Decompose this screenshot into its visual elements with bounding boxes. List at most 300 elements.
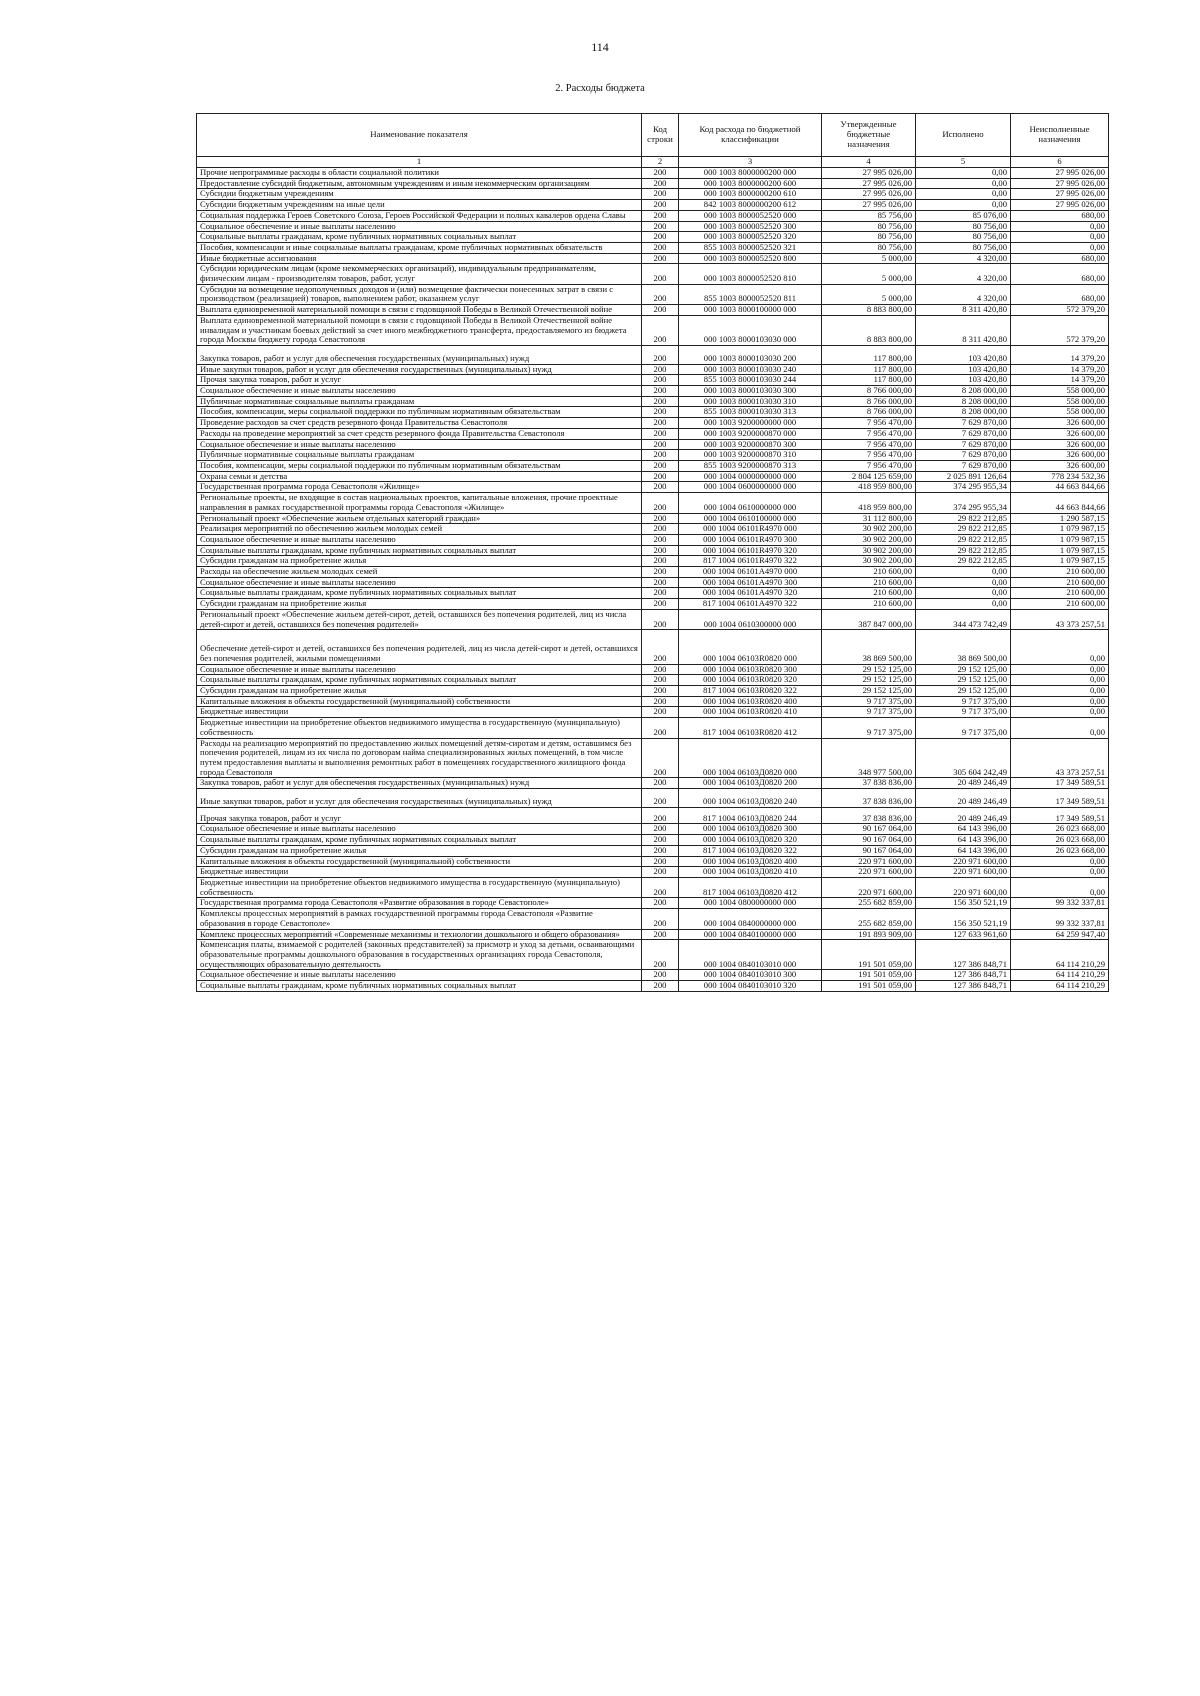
- row-unexecuted: 0,00: [1011, 867, 1109, 878]
- table-row: [197, 588, 1109, 599]
- row-approved: 210 600,00: [822, 588, 916, 599]
- row-executed: 127 633 961,60: [916, 929, 1011, 940]
- row-executed: 9 717 375,00: [916, 707, 1011, 718]
- row-name: Субсидии юридическим лицам (кроме некоммерческих организаций), индивидуальным предпринимателям, физическим лицам - производителям товаров, работ, услуг: [197, 264, 642, 284]
- table-row: [197, 738, 1109, 778]
- row-approved: 210 600,00: [822, 567, 916, 578]
- row-expense-code: 000 1004 0840103010 320: [679, 981, 822, 992]
- column-number-row: [197, 157, 1109, 168]
- row-name: Пособия, компенсации и иные социальные выплаты гражданам, кроме публичных нормативных обязательств: [197, 242, 642, 253]
- row-line-code: 200: [642, 718, 679, 738]
- row-approved: 30 902 200,00: [822, 524, 916, 535]
- row-executed: 7 629 870,00: [916, 450, 1011, 461]
- row-line-code: 200: [642, 460, 679, 471]
- row-unexecuted: 43 373 257,51: [1011, 738, 1109, 778]
- row-name: Субсидии бюджетным учреждениям на иные цели: [197, 200, 642, 211]
- header-row: [197, 114, 1109, 157]
- row-name: Капитальные вложения в объекты государственной (муниципальной) собственности: [197, 856, 642, 867]
- row-expense-code: 000 1003 8000052520 300: [679, 221, 822, 232]
- row-name: Региональный проект «Обеспечение жильем отдельных категорий граждан»: [197, 513, 642, 524]
- row-unexecuted: 326 600,00: [1011, 418, 1109, 429]
- header-expense-code: Код расхода по бюджетной классификации: [679, 114, 822, 157]
- table-row: [197, 396, 1109, 407]
- row-line-code: 200: [642, 450, 679, 461]
- row-unexecuted: 99 332 337,81: [1011, 898, 1109, 909]
- row-unexecuted: 0,00: [1011, 686, 1109, 697]
- row-name: Закупка товаров, работ и услуг для обеспечения государственных (муниципальных) нужд: [197, 778, 642, 789]
- row-unexecuted: 0,00: [1011, 718, 1109, 738]
- row-line-code: 200: [642, 513, 679, 524]
- row-unexecuted: 26 023 668,00: [1011, 824, 1109, 835]
- row-approved: 220 971 600,00: [822, 878, 916, 898]
- row-executed: 20 489 246,49: [916, 807, 1011, 824]
- row-unexecuted: 680,00: [1011, 264, 1109, 284]
- table-row: [197, 686, 1109, 697]
- table-row: [197, 599, 1109, 610]
- row-name: Социальные выплаты гражданам, кроме публичных нормативных социальных выплат: [197, 675, 642, 686]
- row-executed: 0,00: [916, 200, 1011, 211]
- row-name: Субсидии гражданам на приобретение жилья: [197, 556, 642, 567]
- row-line-code: 200: [642, 305, 679, 316]
- row-approved: 80 756,00: [822, 242, 916, 253]
- row-executed: 374 295 955,34: [916, 493, 1011, 513]
- row-expense-code: 000 1004 0840103010 300: [679, 970, 822, 981]
- row-name: Иные закупки товаров, работ и услуг для обеспечения государственных (муниципальных) нужд: [197, 789, 642, 808]
- table-row: [197, 675, 1109, 686]
- table-row: [197, 867, 1109, 878]
- row-name: Иные закупки товаров, работ и услуг для обеспечения государственных (муниципальных) нужд: [197, 364, 642, 375]
- header-approved: Утвержденные бюджетные назначения: [822, 114, 916, 157]
- row-line-code: 200: [642, 189, 679, 200]
- row-executed: 220 971 600,00: [916, 856, 1011, 867]
- row-approved: 5 000,00: [822, 284, 916, 304]
- row-approved: 27 995 026,00: [822, 178, 916, 189]
- row-line-code: 200: [642, 364, 679, 375]
- row-expense-code: 000 1003 9200000000 000: [679, 418, 822, 429]
- row-line-code: 200: [642, 493, 679, 513]
- row-unexecuted: 17 349 589,51: [1011, 778, 1109, 789]
- row-unexecuted: 326 600,00: [1011, 460, 1109, 471]
- row-approved: 30 902 200,00: [822, 534, 916, 545]
- row-unexecuted: 210 600,00: [1011, 599, 1109, 610]
- table-row: [197, 315, 1109, 345]
- row-expense-code: 000 1004 0600000000 000: [679, 482, 822, 493]
- row-expense-code: 000 1003 8000052520 000: [679, 210, 822, 221]
- row-name: Социальные выплаты гражданам, кроме публичных нормативных социальных выплат: [197, 588, 642, 599]
- row-line-code: 200: [642, 482, 679, 493]
- row-name: Прочая закупка товаров, работ и услуг: [197, 375, 642, 386]
- row-approved: 191 501 059,00: [822, 970, 916, 981]
- row-executed: 4 320,00: [916, 284, 1011, 304]
- table-row: [197, 718, 1109, 738]
- table-row: [197, 200, 1109, 211]
- row-name: Комплексы процессных мероприятий в рамках государственной программы города Севастополя «Развитие образования в городе Севастополе»: [197, 909, 642, 929]
- budget-expenses-table: [196, 113, 1109, 992]
- row-line-code: 200: [642, 867, 679, 878]
- row-unexecuted: 14 379,20: [1011, 345, 1109, 364]
- row-approved: 210 600,00: [822, 577, 916, 588]
- row-line-code: 200: [642, 898, 679, 909]
- row-name: Выплата единовременной материальной помощи в связи с годовщиной Победы в Великой Отечественной войне: [197, 305, 642, 316]
- column-number: 1: [197, 157, 642, 168]
- table-row: [197, 856, 1109, 867]
- row-line-code: 200: [642, 630, 679, 664]
- row-name: Региональные проекты, не входящие в состав национальных проектов, капитальные вложения, прочие проектные направления в рамках государственной программы города Севастополя «Жилище»: [197, 493, 642, 513]
- row-executed: 85 076,00: [916, 210, 1011, 221]
- row-expense-code: 000 1003 9200000870 300: [679, 439, 822, 450]
- table-row: [197, 696, 1109, 707]
- row-unexecuted: 572 379,20: [1011, 305, 1109, 316]
- row-approved: 418 959 800,00: [822, 493, 916, 513]
- row-name: Бюджетные инвестиции: [197, 707, 642, 718]
- row-name: Расходы на обеспечение жильем молодых семей: [197, 567, 642, 578]
- table-row: [197, 909, 1109, 929]
- row-line-code: 200: [642, 345, 679, 364]
- row-approved: 90 167 064,00: [822, 845, 916, 856]
- row-executed: 29 822 212,85: [916, 556, 1011, 567]
- row-name: Субсидии гражданам на приобретение жилья: [197, 845, 642, 856]
- header-line-code: Код строки: [642, 114, 679, 157]
- row-approved: 31 112 800,00: [822, 513, 916, 524]
- row-executed: 8 311 420,80: [916, 305, 1011, 316]
- row-executed: 80 756,00: [916, 221, 1011, 232]
- table-row: [197, 970, 1109, 981]
- row-expense-code: 000 1004 06103Д0820 240: [679, 789, 822, 808]
- row-name: Компенсация платы, взимаемой с родителей (законных представителей) за присмотр и уход за детьми, осваивающими образовательные программы дошкольного образования в государственных организациях города Севастополя, осуществляющих образовательную деятельность: [197, 940, 642, 970]
- row-executed: 0,00: [916, 577, 1011, 588]
- row-unexecuted: 26 023 668,00: [1011, 845, 1109, 856]
- row-unexecuted: 0,00: [1011, 878, 1109, 898]
- row-approved: 418 959 800,00: [822, 482, 916, 493]
- row-unexecuted: 326 600,00: [1011, 439, 1109, 450]
- row-approved: 8 766 000,00: [822, 396, 916, 407]
- table-row: [197, 898, 1109, 909]
- row-expense-code: 000 1004 06103R0820 410: [679, 707, 822, 718]
- table-row: [197, 789, 1109, 808]
- row-unexecuted: 210 600,00: [1011, 567, 1109, 578]
- row-line-code: 200: [642, 178, 679, 189]
- row-name: Комплекс процессных мероприятий «Современные механизмы и технологии дошкольного и общего образования»: [197, 929, 642, 940]
- table-row: [197, 178, 1109, 189]
- row-unexecuted: 558 000,00: [1011, 407, 1109, 418]
- row-expense-code: 000 1004 06103Д0820 300: [679, 824, 822, 835]
- row-expense-code: 855 1003 8000052520 811: [679, 284, 822, 304]
- table-row: [197, 524, 1109, 535]
- row-line-code: 200: [642, 856, 679, 867]
- row-executed: 29 152 125,00: [916, 675, 1011, 686]
- row-approved: 90 167 064,00: [822, 835, 916, 846]
- row-line-code: 200: [642, 315, 679, 345]
- row-unexecuted: 64 114 210,29: [1011, 981, 1109, 992]
- table-row: [197, 664, 1109, 675]
- row-expense-code: 000 1003 8000052520 800: [679, 253, 822, 264]
- row-expense-code: 817 1004 06103Д0820 412: [679, 878, 822, 898]
- row-expense-code: 000 1003 8000100000 000: [679, 305, 822, 316]
- table-row: [197, 878, 1109, 898]
- row-name: Прочие непрограммные расходы в области социальной политики: [197, 168, 642, 179]
- row-line-code: 200: [642, 599, 679, 610]
- row-name: Субсидии гражданам на приобретение жилья: [197, 686, 642, 697]
- row-line-code: 200: [642, 567, 679, 578]
- row-unexecuted: 558 000,00: [1011, 396, 1109, 407]
- row-executed: 156 350 521,19: [916, 909, 1011, 929]
- row-executed: 20 489 246,49: [916, 778, 1011, 789]
- row-approved: 191 501 059,00: [822, 940, 916, 970]
- row-line-code: 200: [642, 835, 679, 846]
- header-name: Наименование показателя: [197, 114, 642, 157]
- row-line-code: 200: [642, 471, 679, 482]
- row-expense-code: 000 1004 06101R4970 320: [679, 545, 822, 556]
- row-line-code: 200: [642, 707, 679, 718]
- row-name: Иные бюджетные ассигнования: [197, 253, 642, 264]
- table-row: [197, 707, 1109, 718]
- row-name: Расходы на реализацию мероприятий по предоставлению жилых помещений детям-сиротам и детям, оставшимся без попечения родителей, лицам из их числа по договорам найма специализированных жилых помещений, в том числе путем предоставления выплаты и выполнения ремонтных работ в помещениях государственного жилищного фонда города Севастополя: [197, 738, 642, 778]
- row-executed: 9 717 375,00: [916, 696, 1011, 707]
- row-line-code: 200: [642, 556, 679, 567]
- row-name: Социальное обеспечение и иные выплаты населению: [197, 439, 642, 450]
- row-executed: 7 629 870,00: [916, 460, 1011, 471]
- row-unexecuted: 1 290 587,15: [1011, 513, 1109, 524]
- row-approved: 37 838 836,00: [822, 807, 916, 824]
- row-approved: 8 883 800,00: [822, 305, 916, 316]
- row-approved: 191 893 909,00: [822, 929, 916, 940]
- row-expense-code: 000 1004 0610300000 000: [679, 609, 822, 629]
- row-approved: 37 838 836,00: [822, 789, 916, 808]
- row-approved: 255 682 859,00: [822, 898, 916, 909]
- row-approved: 37 838 836,00: [822, 778, 916, 789]
- row-expense-code: 000 1004 06101R4970 300: [679, 534, 822, 545]
- table-row: [197, 168, 1109, 179]
- row-name: Государственная программа города Севастополя «Развитие образования в городе Севастополе»: [197, 898, 642, 909]
- row-executed: 127 386 848,71: [916, 940, 1011, 970]
- row-line-code: 200: [642, 577, 679, 588]
- row-approved: 7 956 470,00: [822, 439, 916, 450]
- row-line-code: 200: [642, 534, 679, 545]
- row-name: Региональный проект «Обеспечение жильем детей-сирот, детей, оставшихся без попечения родителей, лиц из числа детей-сирот и детей, оставшихся без попечения родителей»: [197, 609, 642, 629]
- section-title: 2. Расходы бюджета: [555, 83, 645, 94]
- row-approved: 210 600,00: [822, 599, 916, 610]
- row-expense-code: 000 1004 06103R0820 000: [679, 630, 822, 664]
- row-expense-code: 000 1004 0610000000 000: [679, 493, 822, 513]
- row-unexecuted: 26 023 668,00: [1011, 835, 1109, 846]
- row-approved: 9 717 375,00: [822, 707, 916, 718]
- row-executed: 0,00: [916, 567, 1011, 578]
- row-approved: 255 682 859,00: [822, 909, 916, 929]
- row-expense-code: 817 1004 06103R0820 322: [679, 686, 822, 697]
- row-executed: 4 320,00: [916, 253, 1011, 264]
- row-executed: 80 756,00: [916, 242, 1011, 253]
- row-unexecuted: 210 600,00: [1011, 577, 1109, 588]
- row-name: Социальные выплаты гражданам, кроме публичных нормативных социальных выплат: [197, 835, 642, 846]
- row-expense-code: 817 1004 06103Д0820 322: [679, 845, 822, 856]
- row-expense-code: 000 1004 0610100000 000: [679, 513, 822, 524]
- row-executed: 2 025 891 126,64: [916, 471, 1011, 482]
- row-name: Социальное обеспечение и иные выплаты населению: [197, 534, 642, 545]
- row-approved: 30 902 200,00: [822, 556, 916, 567]
- table-row: [197, 471, 1109, 482]
- row-approved: 2 804 125 659,00: [822, 471, 916, 482]
- table-row: [197, 189, 1109, 200]
- row-unexecuted: 1 079 987,15: [1011, 545, 1109, 556]
- row-executed: 220 971 600,00: [916, 878, 1011, 898]
- row-executed: 29 152 125,00: [916, 664, 1011, 675]
- row-expense-code: 855 1003 8000103030 313: [679, 407, 822, 418]
- row-unexecuted: 17 349 589,51: [1011, 789, 1109, 808]
- row-approved: 5 000,00: [822, 264, 916, 284]
- row-unexecuted: 1 079 987,15: [1011, 524, 1109, 535]
- table-row: [197, 345, 1109, 364]
- row-line-code: 200: [642, 789, 679, 808]
- row-approved: 7 956 470,00: [822, 450, 916, 461]
- row-name: Субсидии бюджетным учреждениям: [197, 189, 642, 200]
- row-name: Закупка товаров, работ и услуг для обеспечения государственных (муниципальных) нужд: [197, 345, 642, 364]
- row-line-code: 200: [642, 375, 679, 386]
- row-expense-code: 855 1003 8000103030 244: [679, 375, 822, 386]
- row-expense-code: 000 1004 06101R4970 000: [679, 524, 822, 535]
- row-approved: 80 756,00: [822, 221, 916, 232]
- row-line-code: 200: [642, 909, 679, 929]
- row-expense-code: 000 1004 06103R0820 400: [679, 696, 822, 707]
- table-row: [197, 386, 1109, 397]
- row-name: Социальное обеспечение и иные выплаты населению: [197, 824, 642, 835]
- row-unexecuted: 27 995 026,00: [1011, 178, 1109, 189]
- row-expense-code: 000 1003 8000103030 000: [679, 315, 822, 345]
- row-approved: 9 717 375,00: [822, 696, 916, 707]
- row-approved: 117 800,00: [822, 364, 916, 375]
- row-executed: 0,00: [916, 588, 1011, 599]
- column-number: 5: [916, 157, 1011, 168]
- row-line-code: 200: [642, 210, 679, 221]
- table-row: [197, 264, 1109, 284]
- row-executed: 156 350 521,19: [916, 898, 1011, 909]
- row-executed: 8 208 000,00: [916, 407, 1011, 418]
- row-expense-code: 000 1004 0840100000 000: [679, 929, 822, 940]
- table-row: [197, 460, 1109, 471]
- row-expense-code: 842 1003 8000000200 612: [679, 200, 822, 211]
- row-expense-code: 855 1003 9200000870 313: [679, 460, 822, 471]
- row-approved: 9 717 375,00: [822, 718, 916, 738]
- row-approved: 27 995 026,00: [822, 168, 916, 179]
- table-row: [197, 221, 1109, 232]
- row-unexecuted: 0,00: [1011, 242, 1109, 253]
- page-number: 114: [591, 40, 609, 54]
- row-line-code: 200: [642, 168, 679, 179]
- row-line-code: 200: [642, 232, 679, 243]
- row-unexecuted: 0,00: [1011, 664, 1109, 675]
- row-line-code: 200: [642, 396, 679, 407]
- row-expense-code: 000 1004 0840103010 000: [679, 940, 822, 970]
- row-executed: 64 143 396,00: [916, 835, 1011, 846]
- row-line-code: 200: [642, 264, 679, 284]
- table-row: [197, 364, 1109, 375]
- row-unexecuted: 1 079 987,15: [1011, 556, 1109, 567]
- row-name: Пособия, компенсации, меры социальной поддержки по публичным нормативным обязательствам: [197, 407, 642, 418]
- row-expense-code: 000 1004 06103Д0820 410: [679, 867, 822, 878]
- table-row: [197, 450, 1109, 461]
- table-row: [197, 835, 1109, 846]
- row-approved: 29 152 125,00: [822, 675, 916, 686]
- table-row: [197, 253, 1109, 264]
- row-expense-code: 000 1003 8000000200 600: [679, 178, 822, 189]
- row-expense-code: 000 1004 0840000000 000: [679, 909, 822, 929]
- row-executed: 7 629 870,00: [916, 428, 1011, 439]
- row-approved: 7 956 470,00: [822, 418, 916, 429]
- row-expense-code: 817 1004 06103Д0820 244: [679, 807, 822, 824]
- row-name: Выплата единовременной материальной помощи в связи с годовщиной Победы в Великой Отечественной войне инвалидам и участникам боевых действий за счет иного межбюджетного трансферта, предоставляемого из бюджета города Москвы бюджету города Севастополя: [197, 315, 642, 345]
- row-line-code: 200: [642, 929, 679, 940]
- row-line-code: 200: [642, 675, 679, 686]
- row-executed: 7 629 870,00: [916, 439, 1011, 450]
- row-expense-code: 000 1003 9200000870 000: [679, 428, 822, 439]
- row-executed: 29 822 212,85: [916, 534, 1011, 545]
- row-approved: 8 766 000,00: [822, 386, 916, 397]
- row-name: Публичные нормативные социальные выплаты гражданам: [197, 450, 642, 461]
- row-expense-code: 000 1004 06103Д0820 200: [679, 778, 822, 789]
- row-executed: 9 717 375,00: [916, 718, 1011, 738]
- row-approved: 191 501 059,00: [822, 981, 916, 992]
- table-row: [197, 630, 1109, 664]
- row-executed: 4 320,00: [916, 264, 1011, 284]
- row-unexecuted: 326 600,00: [1011, 450, 1109, 461]
- row-expense-code: 817 1004 06103R0820 412: [679, 718, 822, 738]
- row-unexecuted: 680,00: [1011, 284, 1109, 304]
- table-row: [197, 609, 1109, 629]
- row-expense-code: 855 1003 8000052520 321: [679, 242, 822, 253]
- row-name: Прочая закупка товаров, работ и услуг: [197, 807, 642, 824]
- row-unexecuted: 27 995 026,00: [1011, 168, 1109, 179]
- row-line-code: 200: [642, 696, 679, 707]
- header-executed: Исполнено: [916, 114, 1011, 157]
- row-expense-code: 000 1004 06103R0820 320: [679, 675, 822, 686]
- row-executed: 103 420,80: [916, 375, 1011, 386]
- row-executed: 8 311 420,80: [916, 315, 1011, 345]
- row-name: Бюджетные инвестиции на приобретение объектов недвижимого имущества в государственную (муниципальную) собственность: [197, 718, 642, 738]
- table-row: [197, 439, 1109, 450]
- column-number: 3: [679, 157, 822, 168]
- row-line-code: 200: [642, 242, 679, 253]
- row-approved: 30 902 200,00: [822, 545, 916, 556]
- row-unexecuted: 27 995 026,00: [1011, 200, 1109, 211]
- row-name: Социальные выплаты гражданам, кроме публичных нормативных социальных выплат: [197, 981, 642, 992]
- row-executed: 374 295 955,34: [916, 482, 1011, 493]
- row-executed: 103 420,80: [916, 364, 1011, 375]
- row-expense-code: 000 1003 8000000200 610: [679, 189, 822, 200]
- row-name: Пособия, компенсации, меры социальной поддержки по публичным нормативным обязательствам: [197, 460, 642, 471]
- row-name: Социальные выплаты гражданам, кроме публичных нормативных социальных выплат: [197, 232, 642, 243]
- row-executed: 29 822 212,85: [916, 524, 1011, 535]
- row-unexecuted: 99 332 337,81: [1011, 909, 1109, 929]
- row-executed: 0,00: [916, 599, 1011, 610]
- row-name: Социальное обеспечение и иные выплаты населению: [197, 664, 642, 675]
- row-expense-code: 000 1003 8000052520 810: [679, 264, 822, 284]
- row-name: Социальная поддержка Героев Советского Союза, Героев Российской Федерации и полных кавалеров ордена Славы: [197, 210, 642, 221]
- row-line-code: 200: [642, 407, 679, 418]
- row-name: Расходы на проведение мероприятий за счет средств резервного фонда Правительства Севастополя: [197, 428, 642, 439]
- row-unexecuted: 14 379,20: [1011, 375, 1109, 386]
- row-unexecuted: 64 259 947,40: [1011, 929, 1109, 940]
- row-unexecuted: 1 079 987,15: [1011, 534, 1109, 545]
- row-expense-code: 000 1004 06103Д0820 320: [679, 835, 822, 846]
- row-unexecuted: 778 234 532,36: [1011, 471, 1109, 482]
- row-line-code: 200: [642, 778, 679, 789]
- row-line-code: 200: [642, 439, 679, 450]
- row-line-code: 200: [642, 428, 679, 439]
- row-name: Публичные нормативные социальные выплаты гражданам: [197, 396, 642, 407]
- row-executed: 80 756,00: [916, 232, 1011, 243]
- row-expense-code: 000 1004 0800000000 000: [679, 898, 822, 909]
- row-expense-code: 000 1003 9200000870 310: [679, 450, 822, 461]
- row-expense-code: 000 1004 06101А4970 300: [679, 577, 822, 588]
